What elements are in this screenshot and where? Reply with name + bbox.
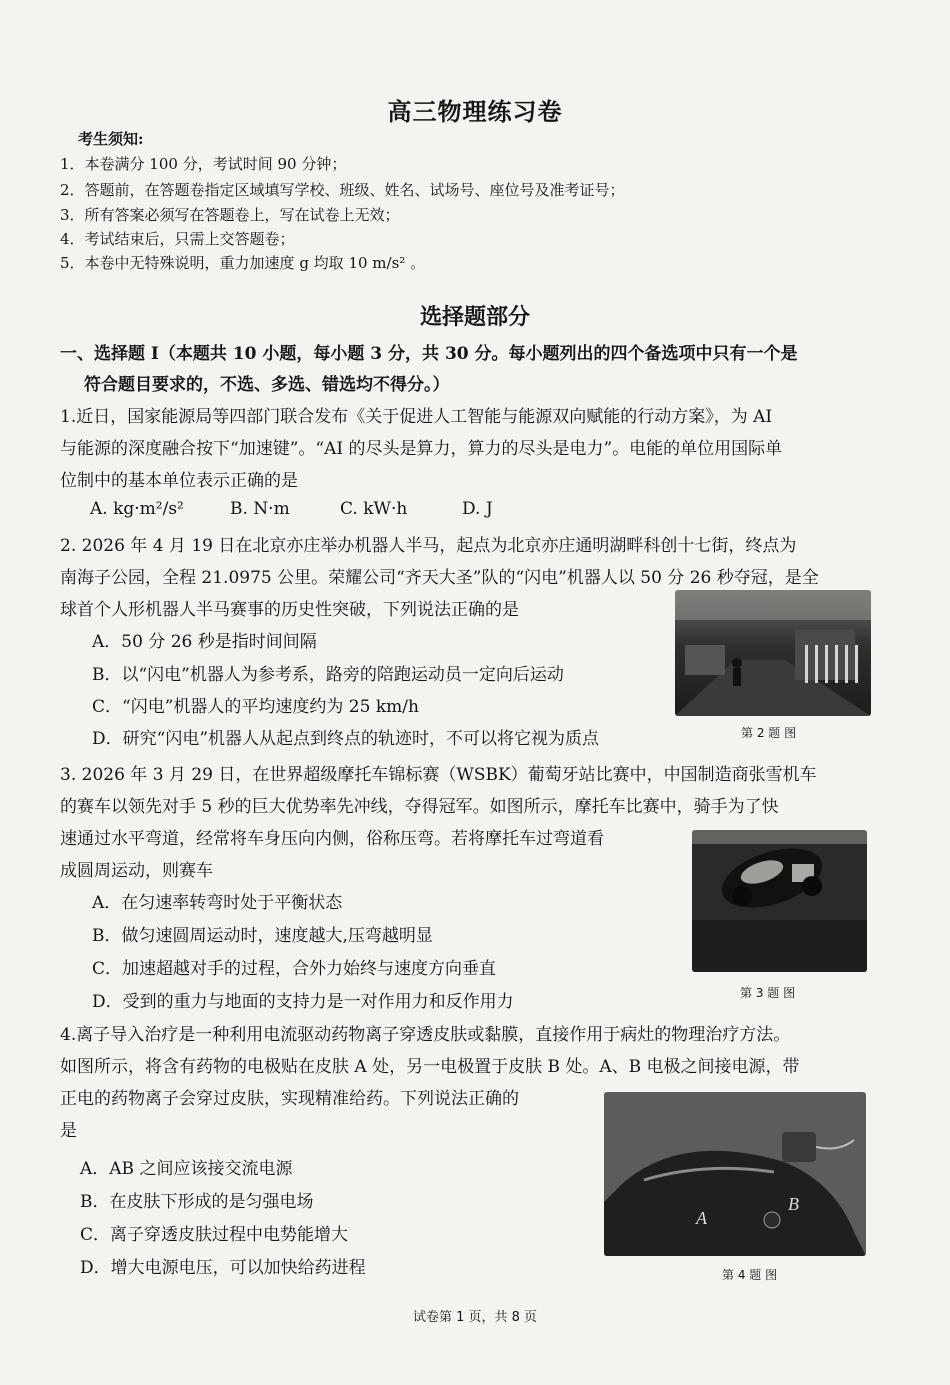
page-title: 高三物理练习卷 <box>387 97 563 126</box>
q2-figure-caption: 第 2 题 图 <box>741 726 797 740</box>
q4-option-c: C．离子穿透皮肤过程中电势能增大 <box>80 1225 349 1245</box>
robot-marathon-image <box>675 590 871 716</box>
q4-stem: 是 <box>60 1121 77 1141</box>
q4-electrode-photo <box>604 1092 866 1256</box>
q4-stem: 如图所示，将含有药物的电极贴在皮肤 A 处，另一电极置于皮肤 B 处。A、B 电极之间接电源，带 <box>60 1057 800 1077</box>
q4-stem: 正电的药物离子会穿过皮肤，实现精准给药。下列说法正确的 <box>60 1089 519 1109</box>
notice-item: 1．本卷满分 100 分，考试时间 90 分钟； <box>60 155 347 173</box>
q2-option-b: B．以“闪电”机器人为参考系，路旁的陪跑运动员一定向后运动 <box>92 665 564 685</box>
q2-stem: 球首个人形机器人半马赛事的历史性突破，下列说法正确的是 <box>60 600 519 620</box>
q3-option-d: D．受到的重力与地面的支持力是一对作用力和反作用力 <box>92 992 514 1012</box>
q2-stem: 南海子公园，全程 21.0975 公里。荣耀公司“齐天大圣”队的“闪电”机器人以 50 分 26 秒夺冠，是全 <box>60 568 819 588</box>
q3-stem: 的赛车以领先对手 5 秒的巨大优势率先冲线，夺得冠军。如图所示，摩托车比赛中，骑手为了快 <box>60 797 779 817</box>
q3-option-a: A．在匀速率转弯时处于平衡状态 <box>92 893 343 913</box>
q2-option-c: C．“闪电”机器人的平均速度约为 25 km/h <box>92 697 419 717</box>
q4-option-a: A．AB 之间应该接交流电源 <box>80 1159 293 1179</box>
q2-option-a: A．50 分 26 秒是指时间间隔 <box>92 632 317 652</box>
q3-stem: 速通过水平弯道，经常将车身压向内侧，俗称压弯。若将摩托车过弯道看 <box>60 829 604 849</box>
notice-item: 5．本卷中无特殊说明，重力加速度 g 均取 10 m/s² 。 <box>60 254 426 272</box>
notice-heading: 考生须知: <box>78 130 144 148</box>
q4-option-b: B．在皮肤下形成的是匀强电场 <box>80 1192 314 1212</box>
part-instructions: 一、选择题 I（本题共 10 小题，每小题 3 分，共 30 分。每小题列出的四个备选项中只有一个是 <box>60 344 798 364</box>
notice-item: 2．答题前，在答题卷指定区域填写学校、班级、姓名、试场号、座位号及准考证号； <box>60 181 625 199</box>
label-b: B <box>788 1194 799 1214</box>
q1-stem: 1.近日，国家能源局等四部门联合发布《关于促进人工智能与能源双向赋能的行动方案》，为 AI <box>60 407 773 427</box>
notice-item: 4．考试结束后，只需上交答题卷； <box>60 230 295 248</box>
q2-stem: 2. 2026 年 4 月 19 日在北京亦庄举办机器人半马，起点为北京亦庄通明湖畔科创十七街，终点为 <box>60 536 797 556</box>
q3-option-b: B．做匀速圆周运动时，速度越大,压弯越明显 <box>92 926 433 946</box>
q1-option-a: A. kg·m²/s² <box>90 499 184 519</box>
section-title: 选择题部分 <box>419 304 530 330</box>
q4-stem: 4.离子导入治疗是一种利用电流驱动药物离子穿透皮肤或黏膜，直接作用于病灶的物理治疗方法。 <box>60 1025 791 1045</box>
q3-option-c: C．加速超越对手的过程，合外力始终与速度方向垂直 <box>92 959 497 979</box>
q1-option-b: B. N·m <box>230 499 290 519</box>
page-footer: 试卷第 1 页，共 8 页 <box>412 1310 538 1325</box>
q1-stem: 位制中的基本单位表示正确的是 <box>60 471 298 491</box>
q4-option-d: D．增大电源电压，可以加快给药进程 <box>80 1258 366 1278</box>
electrode-image <box>604 1092 866 1256</box>
q3-stem: 成圆周运动，则赛车 <box>60 861 213 881</box>
part-instructions-cont: 符合题目要求的，不选、多选、错选均不得分。） <box>84 375 450 395</box>
q1-stem: 与能源的深度融合按下“加速键”。“AI 的尽头是算力，算力的尽头是电力”。电能的单位用国际单 <box>60 439 783 459</box>
q2-robot-photo <box>675 590 871 716</box>
motorcycle-image <box>692 830 867 972</box>
q4-figure-caption: 第 4 题 图 <box>722 1268 778 1282</box>
q3-motorcycle-photo <box>692 830 867 972</box>
q2-option-d: D．研究“闪电”机器人从起点到终点的轨迹时，不可以将它视为质点 <box>92 729 600 749</box>
q1-option-d: D. J <box>462 499 493 519</box>
q3-figure-caption: 第 3 题 图 <box>740 986 796 1000</box>
label-a: A <box>696 1208 707 1228</box>
q3-stem: 3. 2026 年 3 月 29 日，在世界超级摩托车锦标赛（WSBK）葡萄牙站比赛中，中国制造商张雪机车 <box>60 765 817 785</box>
q1-option-c: C. kW·h <box>340 499 408 519</box>
notice-item: 3．所有答案必须写在答题卷上，写在试卷上无效； <box>60 206 400 224</box>
